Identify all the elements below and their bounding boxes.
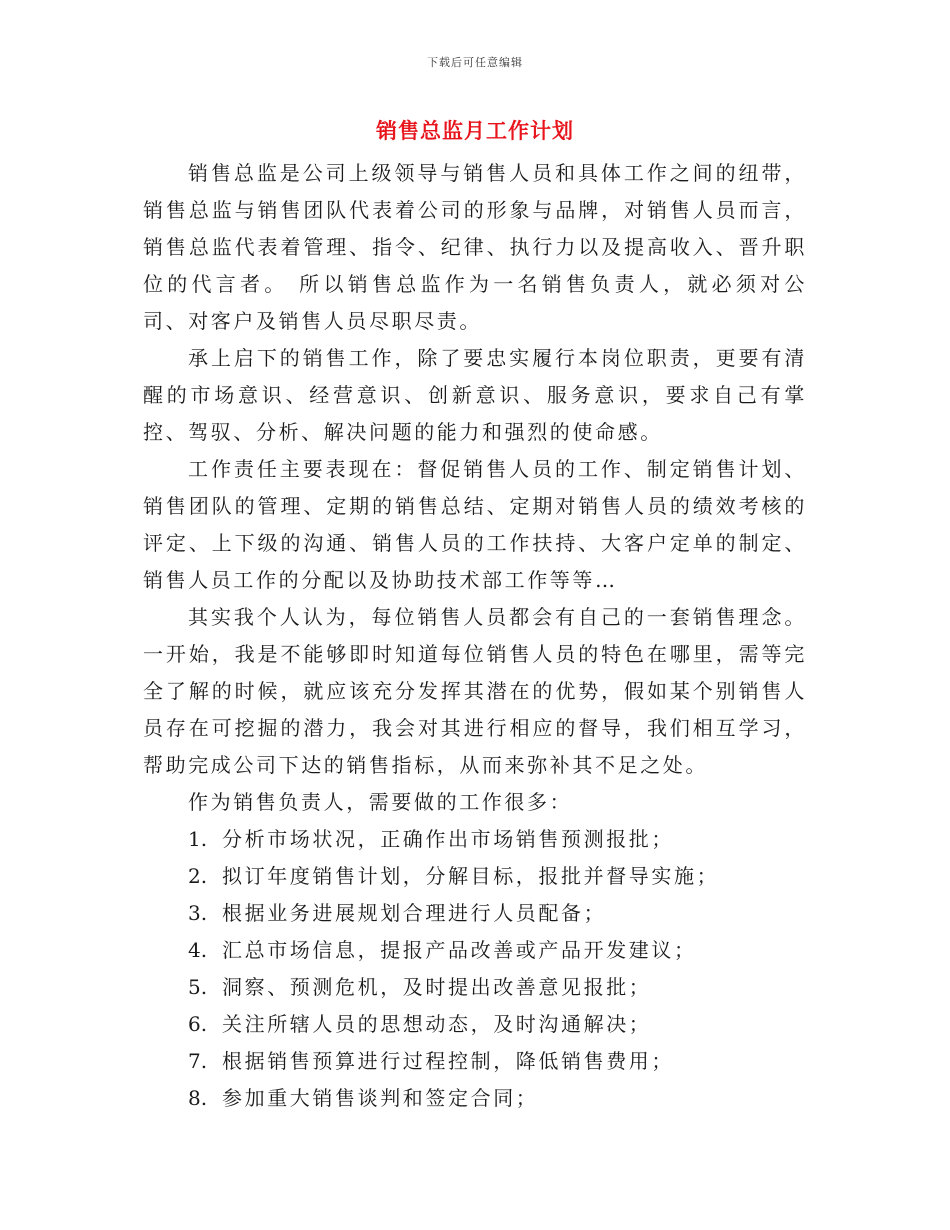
list-item-text: 根据销售预算进行过程控制，降低销售费用； bbox=[222, 1049, 674, 1073]
list-item-number: 5. bbox=[188, 975, 208, 999]
list-item-text: 关注所辖人员的思想动态，及时沟通解决； bbox=[222, 1012, 652, 1036]
list-item-number: 1. bbox=[188, 827, 208, 851]
list-item-text: 参加重大销售谈判和签定合同； bbox=[222, 1086, 539, 1110]
list-item-text: 汇总市场信息，提报产品改善或产品开发建议； bbox=[222, 938, 697, 962]
list-item bbox=[143, 1043, 807, 1080]
list-item-number: 2. bbox=[188, 864, 208, 888]
list-item bbox=[143, 858, 807, 895]
list-item-number: 4. bbox=[188, 938, 208, 962]
list-item-text: 洞察、预测危机，及时提出改善意见报批； bbox=[222, 975, 652, 999]
list-item-number: 3. bbox=[188, 901, 208, 925]
list-item bbox=[143, 1006, 807, 1043]
list-item-text: 拟订年度销售计划，分解目标，报批并督导实施； bbox=[222, 864, 720, 888]
document-title: 销售总监月工作计划 bbox=[376, 118, 574, 143]
duty-list bbox=[143, 821, 807, 1117]
list-item bbox=[143, 895, 807, 932]
header-note: 下载后可任意编辑 bbox=[427, 56, 523, 69]
list-item bbox=[143, 969, 807, 1006]
paragraph: 销售总监是公司上级领导与销售人员和具体工作之间的纽带，销售总监与销售团队代表着公司的形象与品牌，对销售人员而言，销售总监代表着管理、指令、纪律、执行力以及提高收入、晋升职位的代言者。 所以销售总监作为一名销售负责人，就必须对公司、对客户及销售人员尽职尽责。 bbox=[143, 161, 807, 333]
paragraph: 作为销售负责人，需要做的工作很多： bbox=[188, 790, 573, 814]
paragraph: 其实我个人认为，每位销售人员都会有自己的一套销售理念。一开始，我是不能够即时知道每位销售人员的特色在哪里，需等完全了解的时候，就应该充分发挥其潜在的优势，假如某个别销售人员存在可挖掘的潜力，我会对其进行相应的督导，我们相互学习，帮助完成公司下达的销售指标，从而来弥补其不足之处。 bbox=[143, 605, 807, 777]
list-item bbox=[143, 821, 807, 858]
paragraph: 承上启下的销售工作，除了要忠实履行本岗位职责，更要有清醒的市场意识、经营意识、创新意识、服务意识，要求自己有掌控、驾驭、分析、解决问题的能力和强烈的使命感。 bbox=[143, 346, 807, 444]
list-item-number: 6. bbox=[188, 1012, 208, 1036]
list-item bbox=[143, 1080, 807, 1117]
list-item-text: 根据业务进展规划合理进行人员配备； bbox=[222, 901, 607, 925]
paragraph: 工作责任主要表现在：督促销售人员的工作、制定销售计划、销售团队的管理、定期的销售总结、定期对销售人员的绩效考核的评定、上下级的沟通、销售人员的工作扶持、大客户定单的制定、销售人员工作的分配以及协助技术部工作等等… bbox=[143, 457, 807, 592]
list-item-text: 分析市场状况，正确作出市场销售预测报批； bbox=[222, 827, 674, 851]
list-item-number: 8. bbox=[188, 1086, 208, 1110]
document-body bbox=[143, 155, 807, 1117]
list-item-number: 7. bbox=[188, 1049, 208, 1073]
list-item bbox=[143, 932, 807, 969]
